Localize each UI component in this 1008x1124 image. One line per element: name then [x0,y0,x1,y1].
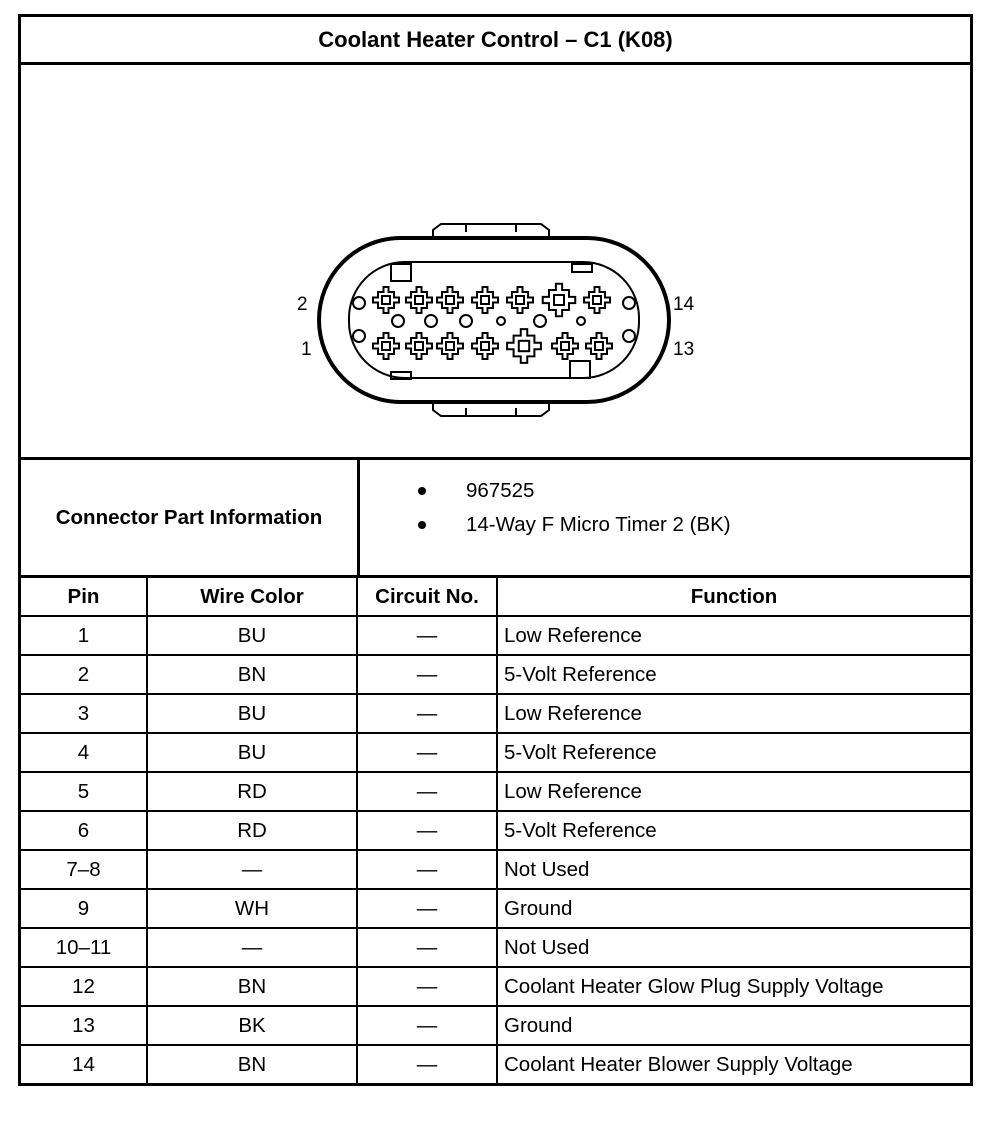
circuit-cell: — [357,928,497,967]
connector-part-info [21,460,970,578]
function-cell: Coolant Heater Glow Plug Supply Voltage [497,967,970,1006]
header-function: Function [497,578,970,616]
pin-label-2: 2 [297,294,308,315]
wire-color-cell: BU [147,616,357,655]
terminal-contact [595,342,603,350]
function-cell: Not Used [497,850,970,889]
table-row [21,889,970,928]
pin-cell: 7–8 [21,850,147,889]
table-row [21,1045,970,1083]
table-row [21,811,970,850]
table-row [21,655,970,694]
pin-cell: 13 [21,1006,147,1045]
pin-cell: 9 [21,889,147,928]
circuit-cell: — [357,889,497,928]
terminal-contact [561,342,569,350]
terminal-cavity [373,287,399,313]
pin-cell: 4 [21,733,147,772]
connector-diagram [21,65,970,460]
pin-cell: 14 [21,1045,147,1083]
wire-color-cell: BN [147,655,357,694]
page-title: Coolant Heater Control – C1 (K08) [21,17,970,65]
pin-cell: 3 [21,694,147,733]
terminal-contact [382,342,390,350]
terminal-contact [415,342,423,350]
bullet-icon [418,521,426,529]
terminal-cavity [472,287,498,313]
terminal-contact [516,296,524,304]
terminal-contact [481,296,489,304]
function-cell: Low Reference [497,772,970,811]
pin-cell: 5 [21,772,147,811]
terminal-cavity [437,287,463,313]
wire-color-cell: — [147,850,357,889]
wire-color-cell: RD [147,772,357,811]
table-header-row [21,578,970,616]
part-info-item [360,508,970,542]
wire-color-cell: BU [147,733,357,772]
function-cell: Coolant Heater Blower Supply Voltage [497,1045,970,1083]
pin-cell: 1 [21,616,147,655]
wire-color-cell: RD [147,811,357,850]
part-info-list [360,460,970,575]
part-info-label: Connector Part Information [21,460,360,575]
header-wire-color: Wire Color [147,578,357,616]
function-cell: 5-Volt Reference [497,655,970,694]
circuit-cell: — [357,1006,497,1045]
wire-color-cell: BN [147,967,357,1006]
pin-cell: 2 [21,655,147,694]
table-row [21,928,970,967]
circuit-cell: — [357,655,497,694]
bullet-icon [418,487,426,495]
circuit-cell: — [357,694,497,733]
function-cell: Ground [497,889,970,928]
terminal-cavity [543,284,576,317]
connector-description: 14-Way F Micro Timer 2 (BK) [466,513,731,536]
function-cell: Ground [497,1006,970,1045]
pin-cell: 10–11 [21,928,147,967]
table-row [21,850,970,889]
header-pin: Pin [21,578,147,616]
terminal-cavity [584,287,610,313]
pin-label-1: 1 [301,339,312,360]
terminal-cavity [406,333,432,359]
function-cell: 5-Volt Reference [497,733,970,772]
wire-color-cell: BK [147,1006,357,1045]
terminal-cavity [552,333,578,359]
function-cell: Not Used [497,928,970,967]
terminal-cavity [472,333,498,359]
function-cell: 5-Volt Reference [497,811,970,850]
table-row [21,733,970,772]
circuit-cell: — [357,616,497,655]
connector-sheet [18,14,973,1086]
table-row [21,1006,970,1045]
terminal-contact [554,295,564,305]
function-cell: Low Reference [497,694,970,733]
terminal-contact [382,296,390,304]
wire-color-cell: BU [147,694,357,733]
terminal-cavity [586,333,612,359]
terminal-cavity [507,287,533,313]
terminal-contact [446,342,454,350]
pin-cell: 6 [21,811,147,850]
terminal-contact [415,296,423,304]
wire-color-cell: WH [147,889,357,928]
pin-cell: 12 [21,967,147,1006]
terminal-cavity [373,333,399,359]
terminal-contact [446,296,454,304]
circuit-cell: — [357,733,497,772]
wire-color-cell: — [147,928,357,967]
part-info-item [360,474,970,508]
terminal-contact [519,341,529,351]
circuit-cell: — [357,1045,497,1083]
header-circuit-no: Circuit No. [357,578,497,616]
terminal-cavity [507,329,541,363]
pin-table [21,578,970,1083]
pin-label-14: 14 [673,294,695,315]
function-cell: Low Reference [497,616,970,655]
connector-face-illustration [21,65,970,457]
wire-color-cell: BN [147,1045,357,1083]
table-row [21,694,970,733]
terminal-contact [593,296,601,304]
terminal-cavity [437,333,463,359]
circuit-cell: — [357,772,497,811]
terminal-cavity [406,287,432,313]
circuit-cell: — [357,850,497,889]
pin-label-13: 13 [673,339,695,360]
table-row [21,772,970,811]
circuit-cell: — [357,967,497,1006]
circuit-cell: — [357,811,497,850]
part-number: 967525 [466,479,535,502]
table-row [21,967,970,1006]
table-row [21,616,970,655]
terminal-contact [481,342,489,350]
